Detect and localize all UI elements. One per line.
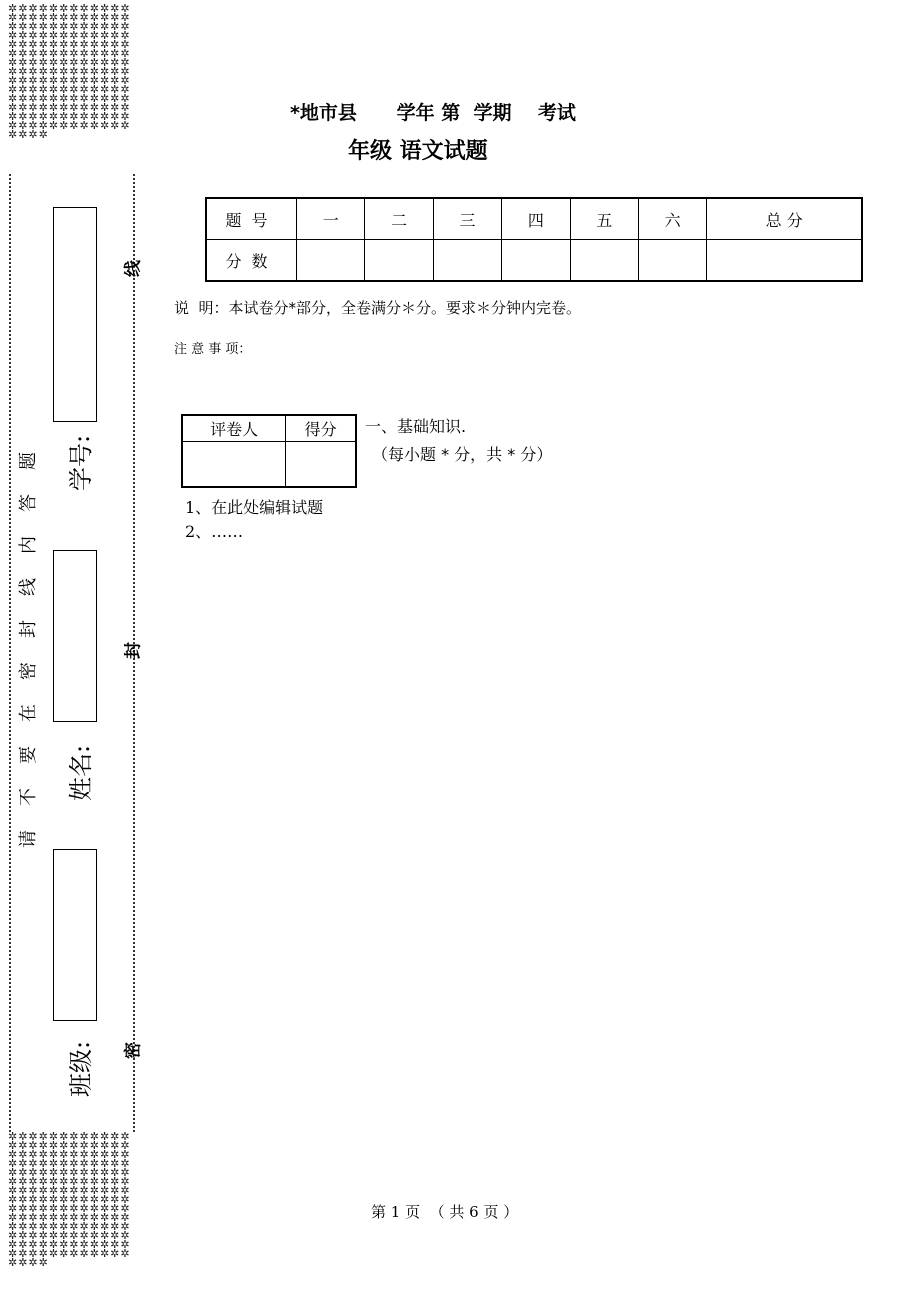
warning-char: 线 — [18, 578, 39, 596]
star-border-top: ✲✲✲✲✲✲✲✲✲✲✲✲✲✲✲✲✲✲✲✲✲✲✲✲✲✲✲✲✲✲✲✲✲✲✲✲✲✲✲✲✲✲✲✲✲✲✲✲✲✲✲✲✲✲✲✲✲✲✲✲✲✲✲✲✲✲✲✲✲✲✲✲✲✲✲✲✲✲✲✲✲✲✲✲✲✲✲✲✲✲✲✲✲✲✲✲✲✲✲✲✲✲✲✲✲✲✲✲✲✲✲✲✲✲✲✲✲✲✲✲✲✲✲✲✲✲✲✲✲✲✲✲✲✲✲✲✲✲✲✲✲✲✲✲✲✲✲✲✲✲✲✲✲✲✲✲✲✲✲✲✲✲✲✲✲✲✲✲✲✲✲✲ — [8, 4, 131, 141]
score-cell[interactable] — [365, 240, 433, 282]
exam-title-line1: *地市县 学年 第 学期 考试 — [290, 102, 576, 124]
score-col-header: 总 分 — [707, 198, 862, 240]
seal-line-mark: 线 — [123, 260, 144, 277]
score-head: 得分 — [286, 415, 356, 441]
score-table-header-row — [206, 198, 862, 240]
score-col-header: 五 — [570, 198, 638, 240]
star-border-bottom: ✲✲✲✲✲✲✲✲✲✲✲✲✲✲✲✲✲✲✲✲✲✲✲✲✲✲✲✲✲✲✲✲✲✲✲✲✲✲✲✲✲✲✲✲✲✲✲✲✲✲✲✲✲✲✲✲✲✲✲✲✲✲✲✲✲✲✲✲✲✲✲✲✲✲✲✲✲✲✲✲✲✲✲✲✲✲✲✲✲✲✲✲✲✲✲✲✲✲✲✲✲✲✲✲✲✲✲✲✲✲✲✲✲✲✲✲✲✲✲✲✲✲✲✲✲✲✲✲✲✲✲✲✲✲✲✲✲✲✲✲✲✲✲✲✲✲✲✲✲✲✲✲✲✲✲✲✲✲✲✲✲✲✲✲✲✲✲✲✲✲✲✲ — [8, 1132, 131, 1269]
name-label: 姓名: — [67, 744, 95, 802]
warning-char: 答 — [18, 494, 39, 512]
warning-char: 题 — [18, 452, 39, 470]
score-col-header: 六 — [638, 198, 706, 240]
instructions-text: 说 明：本试卷分*部分，全卷满分＊分。要求＊分钟内完卷。 — [174, 299, 582, 317]
warning-char: 内 — [18, 536, 39, 554]
warning-char: 封 — [18, 620, 39, 638]
score-cell[interactable] — [570, 240, 638, 282]
page-number: 第 1 页 （ 共 6 页 ） — [371, 1203, 519, 1221]
score-cell[interactable] — [707, 240, 862, 282]
score-col-header: 三 — [433, 198, 501, 240]
score-cell[interactable] — [433, 240, 501, 282]
class-label: 班级: — [67, 1040, 95, 1098]
dotted-border-left — [9, 174, 11, 1132]
grader-cell[interactable] — [182, 441, 286, 487]
grader-head: 评卷人 — [182, 415, 286, 441]
exam-title-line2: 年级 语文试题 — [348, 139, 488, 164]
name-box[interactable] — [53, 550, 97, 722]
question-item: 1、在此处编辑试题 — [185, 498, 324, 517]
warning-char: 密 — [18, 662, 39, 680]
section-title: 一、基础知识. — [365, 417, 467, 436]
student-id-label: 学号: — [67, 434, 95, 492]
seal-secret-mark: 密 — [123, 1042, 144, 1059]
warning-char: 在 — [18, 704, 39, 722]
question-number-head: 题号 — [206, 198, 297, 240]
score-cell[interactable] — [297, 240, 365, 282]
seal-seal-mark: 封 — [123, 642, 144, 659]
score-table-score-row — [206, 240, 862, 282]
warning-char: 不 — [18, 788, 39, 806]
grader-table — [181, 414, 357, 488]
score-cell[interactable] — [638, 240, 706, 282]
score-table — [205, 197, 863, 282]
score-cell[interactable] — [502, 240, 570, 282]
question-item: 2、…… — [185, 522, 244, 541]
score-cell[interactable] — [286, 441, 356, 487]
section-subtitle: （每小题 * 分，共 * 分） — [372, 445, 553, 464]
score-head: 分数 — [206, 240, 297, 282]
notes-label: 注 意 事 项： — [174, 342, 252, 357]
score-col-header: 四 — [502, 198, 570, 240]
class-box[interactable] — [53, 849, 97, 1021]
score-col-header: 二 — [365, 198, 433, 240]
score-col-header: 一 — [297, 198, 365, 240]
warning-char: 请 — [18, 830, 39, 848]
warning-char: 要 — [18, 746, 39, 764]
student-id-box[interactable] — [53, 207, 97, 422]
